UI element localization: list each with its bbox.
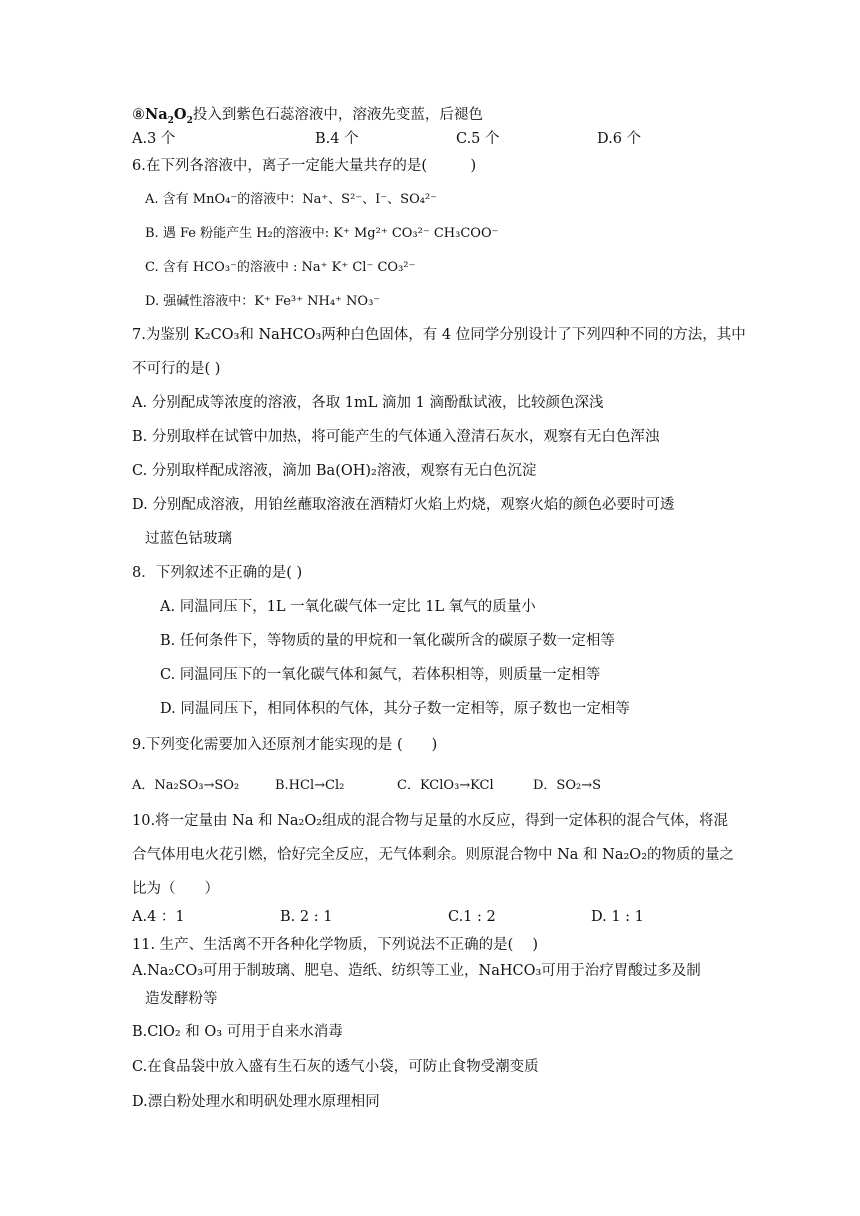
option-c: C.1 : 2 [448,909,496,925]
option-b: B. 2 : 1 [280,909,333,925]
q6-option-d: D. 强碱性溶液中：K⁺ Fe³⁺ NH₄⁺ NO₃⁻ [145,294,381,309]
q11-option-a-line1: A.Na₂CO₃可用于制玻璃、肥皂、造纸、纺织等工业，NaHCO₃可用于治疗胃酸过多及制 [132,963,701,979]
q11-option-c: C.在食品袋中放入盛有生石灰的透气小袋，可防止食物受潮变质 [132,1059,539,1075]
q7-option-d-line1: D. 分别配成溶液，用铂丝蘸取溶液在酒精灯火焰上灼烧，观察火焰的颜色必要时可透 [132,497,675,513]
q8-stem: 8．下列叙述不正确的是( ) [132,565,303,581]
option-d: D．SO₂→S [533,778,601,793]
q6-stem: 6.在下列各溶液中，离子一定能大量共存的是( ) [132,158,477,174]
q7-option-b: B. 分别取样在试管中加热，将可能产生的气体通入澄清石灰水，观察有无白色浑浊 [132,429,660,445]
q6-option-c: C. 含有 HCO₃⁻的溶液中 : Na⁺ K⁺ Cl⁻ CO₃²⁻ [145,260,416,275]
q8-option-b: B. 任何条件下，等物质的量的甲烷和一氧化碳所含的碳原子数一定相等 [160,633,615,649]
q7-option-a: A. 分别配成等浓度的溶液，各取 1mL 滴加 1 滴酚酞试液，比较颜色深浅 [132,395,604,411]
q10-stem-line1: 10.将一定量由 Na 和 Na₂O₂组成的混合物与足量的水反应，得到一定体积的混合气体，将混 [132,813,729,829]
item-text: 投入到紫色石蕊溶液中，溶液先变蓝，后褪色 [192,107,483,123]
q11-option-d: D.漂白粉处理水和明矾处理水原理相同 [132,1094,380,1110]
option-c: C.5 个 [456,131,500,147]
q6-option-b: B. 遇 Fe 粉能产生 H₂的溶液中: K⁺ Mg²⁺ CO₃²⁻ CH₃COO⁻ [145,226,499,241]
option-a: A．Na₂SO₃→SO₂ [132,778,240,793]
option-a: A.4 ：1 [132,909,185,925]
formula-o: O [173,106,187,123]
q7-option-d-line2: 过蓝色钴玻璃 [145,531,232,547]
option-d: D. 1 : 1 [591,909,644,925]
option-d: D.6 个 [597,131,642,147]
q10-stem-line3: 比为（ ） [132,881,219,897]
q11-option-b: B.ClO₂ 和 O₃ 可用于自来水消毒 [132,1024,343,1040]
q10-options [132,908,644,926]
item-marker: ⑧ [132,107,145,123]
q6-option-a: A. 含有 MnO₄⁻的溶液中：Na⁺、S²⁻、I⁻、SO₄²⁻ [145,192,438,207]
formula-na: Na [145,106,168,123]
q8-option-c: C. 同温同压下的一氧化碳气体和氮气，若体积相等，则质量一定相等 [160,667,601,683]
q9-stem: 9.下列变化需要加入还原剂才能实现的是 ( ) [132,737,438,753]
q5-item-8 [132,106,483,124]
q11-option-a-line2: 造发酵粉等 [145,991,218,1007]
q5-options [132,130,641,148]
q7-stem-line1: 7.为鉴别 K₂CO₃和 NaHCO₃两种白色固体，有 4 位同学分别设计了下列四种不同的方法，其中 [132,327,746,343]
q8-option-a: A. 同温同压下，1L 一氧化碳气体一定比 1L 氧气的质量小 [160,599,536,615]
option-a: A.3 个 [132,131,176,147]
q9-options [132,777,601,795]
q10-stem-line2: 合气体用电火花引燃，恰好完全反应，无气体剩余。则原混合物中 Na 和 Na₂O₂的物质的量之 [132,847,735,863]
option-c: C．KClO₃→KCl [397,778,494,793]
q8-option-d: D. 同温同压下，相同体积的气体，其分子数一定相等，原子数也一定相等 [160,701,630,717]
formula-sub: 2 [186,115,193,126]
option-b: B.4 个 [315,131,359,147]
q11-stem: 11. 生产、生活离不开各种化学物质，下列说法不正确的是( ) [132,937,539,953]
option-b: B.HCl→Cl₂ [275,778,345,793]
q7-option-c: C. 分别取样配成溶液，滴加 Ba(OH)₂溶液，观察有无白色沉淀 [132,463,537,479]
formula-sub: 2 [167,115,174,126]
q7-stem-line2: 不可行的是( ) [132,361,221,377]
